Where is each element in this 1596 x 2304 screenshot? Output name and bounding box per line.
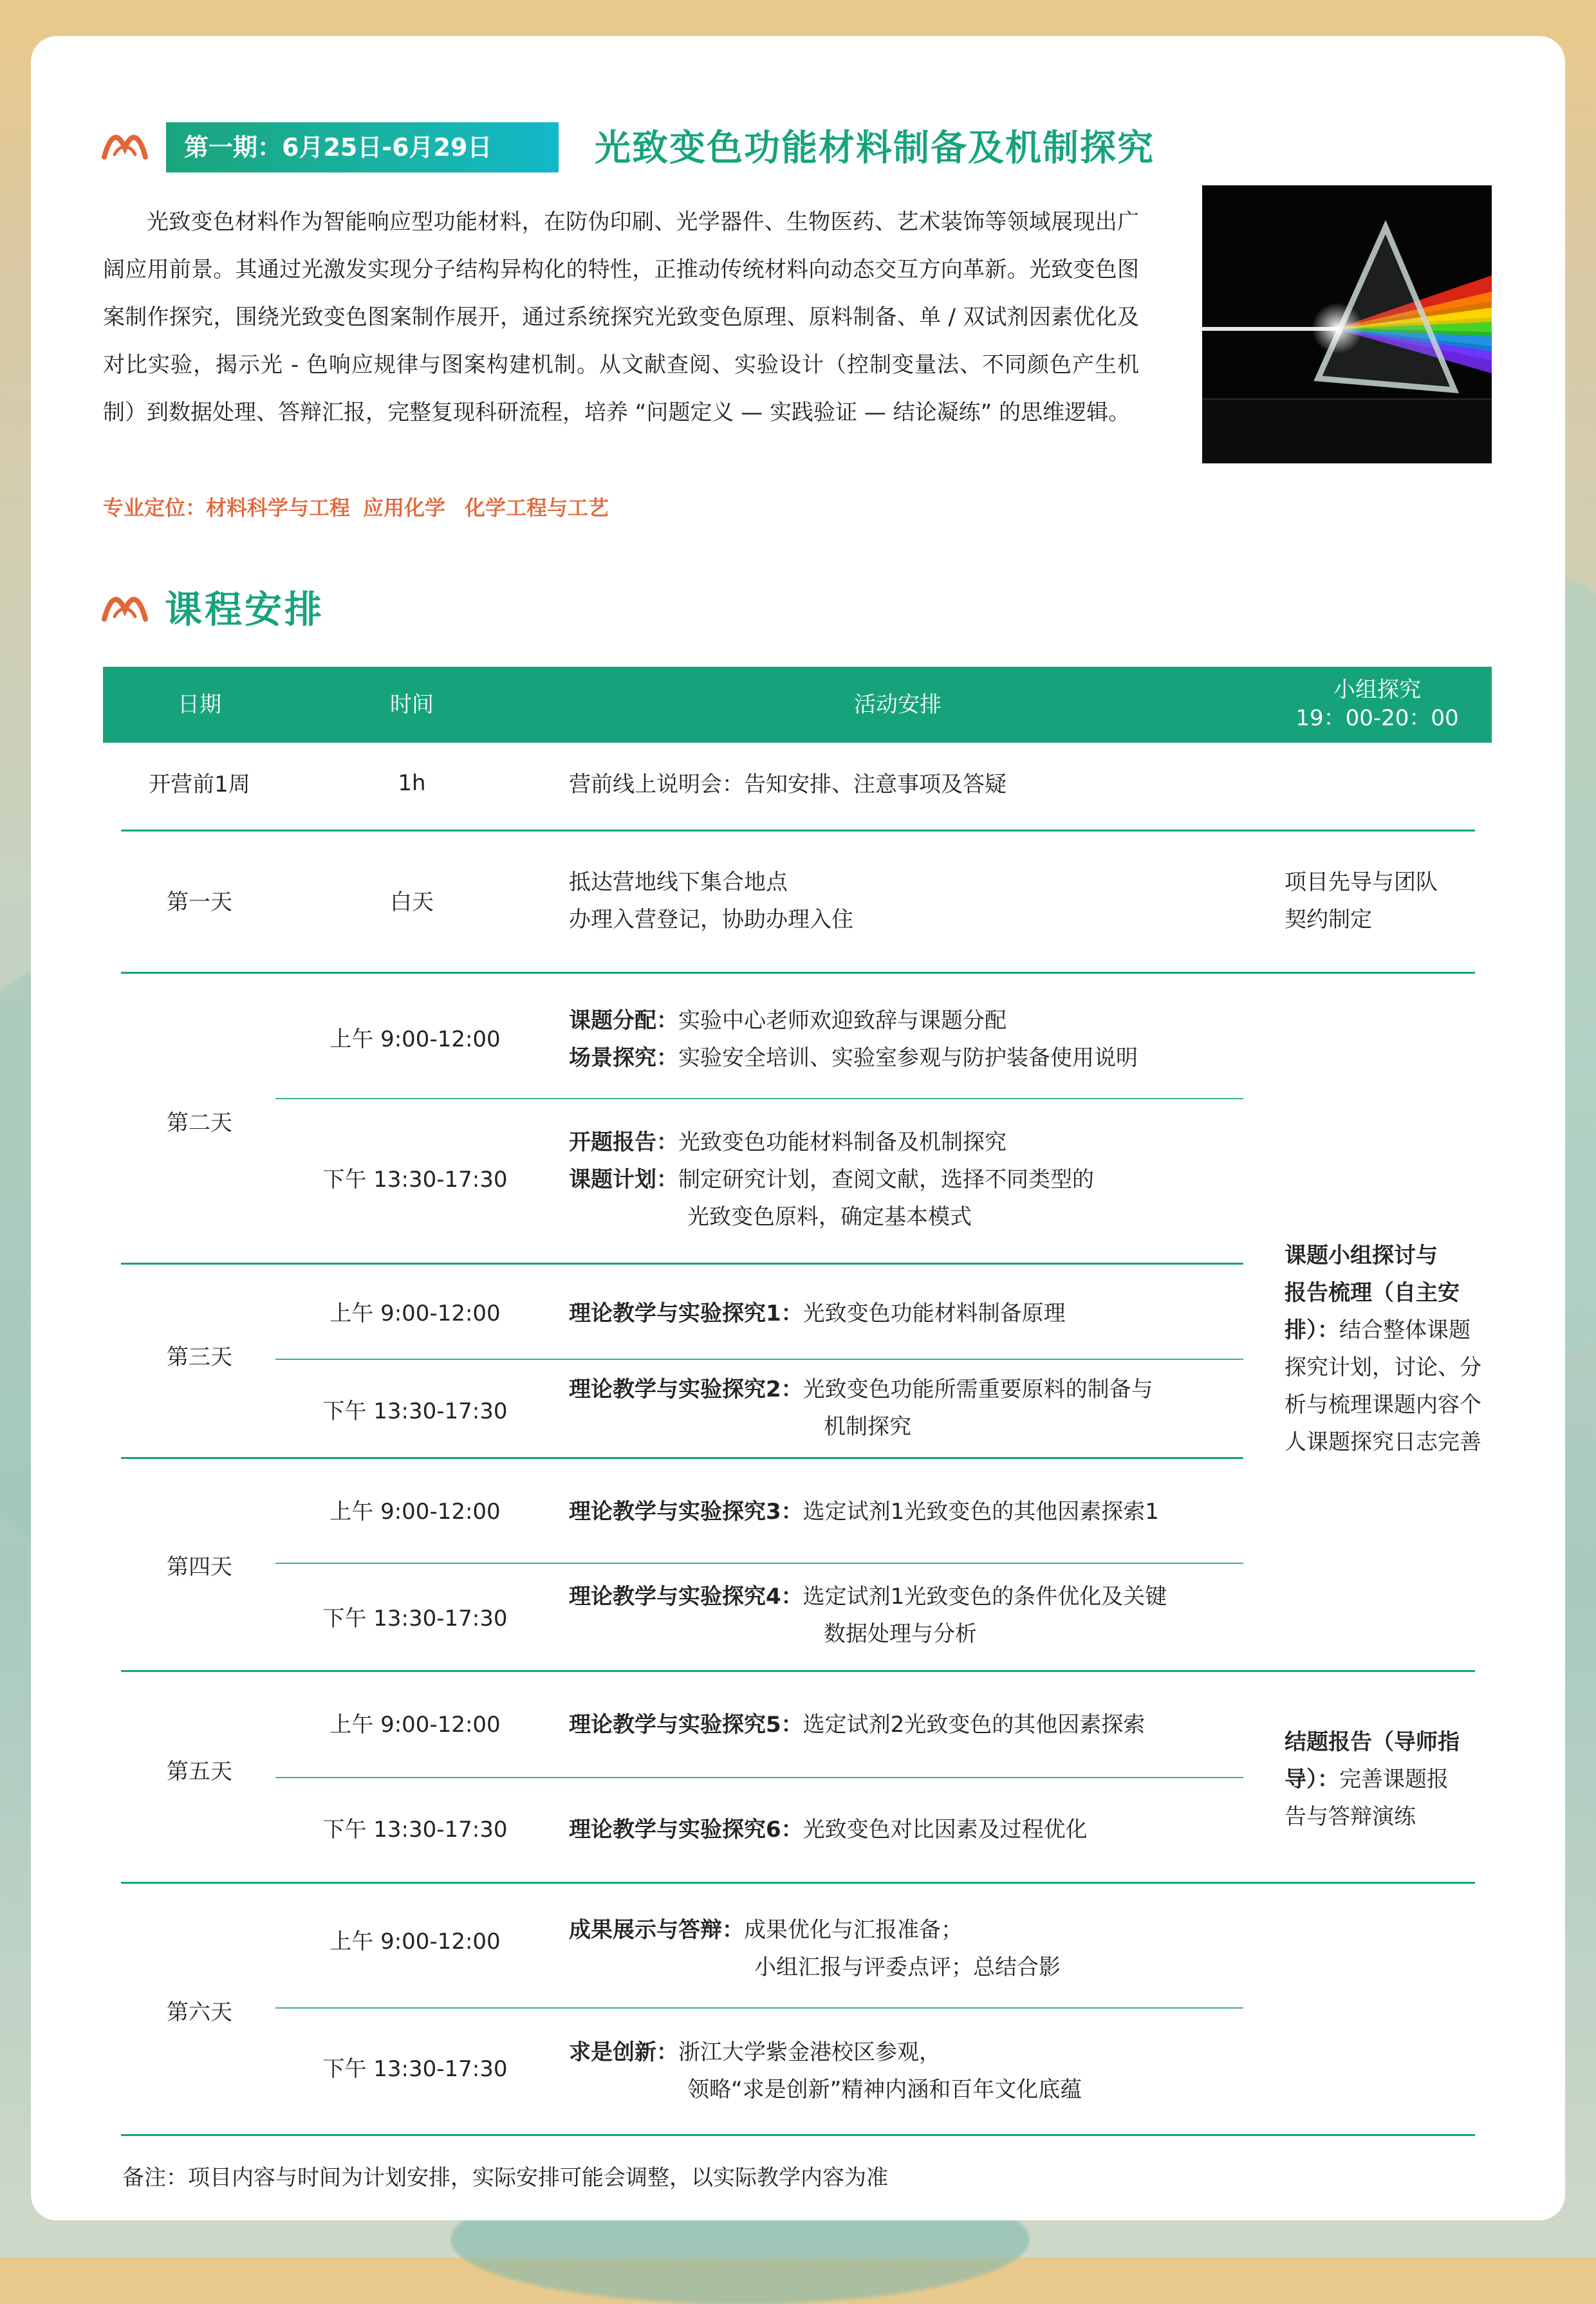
row-divider <box>121 1882 1475 1884</box>
day5-group-2-label: 导）： <box>1285 1767 1339 1792</box>
row-divider <box>121 1457 1243 1459</box>
period-badge: 第一期：6月25日-6月29日 <box>166 122 559 172</box>
day2-pm1-text: 光致变色功能材料制备及机制探究 <box>678 1129 1007 1155</box>
header-group <box>1281 676 1474 732</box>
day4-am-time: 上午 9:00-12:00 <box>329 1499 501 1525</box>
day3-am-line <box>569 1295 1066 1332</box>
prism-photo <box>1202 185 1492 463</box>
pre-date: 开营前1周 <box>149 772 250 797</box>
day1-line2: 办理入营登记，协助办理入住 <box>569 907 853 933</box>
day2-am-line1 <box>569 1002 1007 1039</box>
header-group-time: 19：00-20：00 <box>1295 705 1459 731</box>
day2-pm-time: 下午 13:30-17:30 <box>322 1167 508 1193</box>
day4-pm-line1 <box>569 1578 1167 1615</box>
day6-pm-text: 浙江大学紫金港校区参观， <box>678 2039 941 2065</box>
row-divider <box>121 1670 1475 1672</box>
group-mid-3-text: 结合整体课题 <box>1339 1317 1471 1343</box>
page-title: 光致变色功能材料制备及机制探究 <box>595 127 1155 169</box>
day2-pm-line1 <box>569 1124 1007 1161</box>
day5-pm-line <box>569 1811 1088 1848</box>
day5-pm-label: 理论教学与实验探究6： <box>569 1817 803 1843</box>
day1-time: 白天 <box>390 889 434 915</box>
sub-divider <box>275 1098 1243 1099</box>
day2-date: 第二天 <box>167 1110 232 1136</box>
brand-logo-icon <box>102 129 148 161</box>
table-header <box>103 667 1492 743</box>
day3-pm-time: 下午 13:30-17:30 <box>322 1398 508 1424</box>
row-divider <box>121 2134 1475 2136</box>
day2-pm1-label: 开题报告： <box>569 1129 678 1155</box>
day3-am-label: 理论教学与实验探究1： <box>569 1301 803 1326</box>
header-date: 日期 <box>178 692 221 718</box>
day2-pm-line3: 光致变色原料，确定基本模式 <box>687 1204 972 1230</box>
day2-am-time: 上午 9:00-12:00 <box>329 1027 501 1052</box>
day2-am1-text: 实验中心老师欢迎致辞与课题分配 <box>678 1008 1007 1034</box>
day6-am-text: 成果优化与汇报准备； <box>744 1917 963 1943</box>
day2-am-line2 <box>569 1039 1138 1077</box>
day1-group-2: 契约制定 <box>1285 907 1372 933</box>
day5-am-time: 上午 9:00-12:00 <box>329 1712 501 1738</box>
day1-line1: 抵达营地线下集合地点 <box>569 869 788 895</box>
day3-am-time: 上午 9:00-12:00 <box>329 1301 501 1326</box>
day3-pm-line2: 机制探究 <box>824 1414 911 1440</box>
day5-group-2 <box>1285 1761 1449 1798</box>
row-divider <box>121 830 1475 831</box>
day6-pm-line1 <box>569 2034 941 2071</box>
sub-divider <box>275 1777 1243 1778</box>
day2-am2-text: 实验安全培训、实验室参观与防护装备使用说明 <box>678 1045 1138 1071</box>
section-title: 课程安排 <box>165 588 325 631</box>
day3-am-text: 光致变色功能材料制备原理 <box>803 1301 1066 1326</box>
sub-divider <box>275 1563 1243 1564</box>
day6-am-time: 上午 9:00-12:00 <box>329 1929 501 1955</box>
day4-pm-text: 选定试剂1光致变色的条件优化及关键 <box>803 1584 1167 1610</box>
day6-pm-label: 求是创新： <box>569 2039 678 2065</box>
day2-am2-label: 场景探究： <box>569 1045 678 1071</box>
day3-pm-text: 光致变色功能所需重要原料的制备与 <box>803 1377 1153 1402</box>
day5-am-text: 选定试剂2光致变色的其他因素探索 <box>803 1712 1146 1738</box>
day5-group-3: 告与答辩演练 <box>1285 1804 1416 1830</box>
day4-pm-time: 下午 13:30-17:30 <box>322 1606 508 1631</box>
group-mid-1: 课题小组探讨与 <box>1285 1243 1438 1268</box>
row-divider <box>121 972 1475 974</box>
pre-activity: 营前线上说明会：告知安排、注意事项及答疑 <box>569 772 1007 797</box>
day4-am-text: 选定试剂1光致变色的其他因素探索1 <box>803 1499 1159 1525</box>
day4-pm-line2: 数据处理与分析 <box>824 1621 977 1647</box>
intro-paragraph: 光致变色材料作为智能响应型功能材料，在防伪印刷、光学器件、生物医药、艺术装饰等领域展现出广阔应用前景。其通过光激发实现分子结构异构化的特性，正推动传统材料向动态交互方向革新。光致变色图案制作探究，围绕光致变色图案制作展开，通过系统探究光致变色原理、原料制备、单 / 双试剂因素优化及对比实验，揭示光 - 色响应规律与图案构建机制。从文献查阅、实验设计（控制变量法、不同颜色产生机制）到数据处理、答辩汇报，完整复现科研流程，培养 “问题定义 — 实践验证 — 结论凝练” 的思维逻辑。 <box>103 209 1139 425</box>
day2-pm-line2 <box>569 1161 1094 1198</box>
group-mid-3-label: 排）： <box>1285 1317 1339 1343</box>
header-activity: 活动安排 <box>854 692 942 718</box>
day4-am-line <box>569 1493 1159 1530</box>
group-mid-5: 析与梳理课题内容个 <box>1285 1392 1481 1418</box>
row-divider <box>121 1263 1243 1265</box>
sub-divider <box>275 2007 1243 2009</box>
day6-pm-time: 下午 13:30-17:30 <box>322 2056 508 2082</box>
brand-logo-icon <box>102 591 148 623</box>
day5-group-2-text: 完善课题报 <box>1339 1767 1449 1792</box>
majors-line <box>103 492 622 521</box>
major-item: 应用化学 <box>363 496 446 520</box>
day4-pm-label: 理论教学与实验探究4： <box>569 1584 803 1610</box>
header-time: 时间 <box>390 692 434 718</box>
group-mid-2: 报告梳理（自主安 <box>1285 1280 1460 1306</box>
majors-label: 专业定位： <box>103 496 207 520</box>
day5-group-1: 结题报告（导师指 <box>1285 1729 1460 1755</box>
day2-pm2-label: 课题计划： <box>569 1167 678 1193</box>
day4-am-label: 理论教学与实验探究3： <box>569 1499 803 1525</box>
day1-group-1: 项目先导与团队 <box>1285 869 1438 895</box>
day5-date: 第五天 <box>167 1759 232 1785</box>
pre-time: 1h <box>398 770 426 796</box>
day5-am-label: 理论教学与实验探究5： <box>569 1712 803 1738</box>
day2-am1-label: 课题分配： <box>569 1008 678 1034</box>
day3-pm-label: 理论教学与实验探究2： <box>569 1377 803 1402</box>
day6-date: 第六天 <box>167 2000 232 2025</box>
major-item: 化学工程与工艺 <box>465 496 609 520</box>
day5-pm-time: 下午 13:30-17:30 <box>322 1817 508 1843</box>
day6-am-line2: 小组汇报与评委点评；总结合影 <box>754 1955 1061 1980</box>
day3-date: 第三天 <box>167 1344 232 1370</box>
major-item: 材料科学与工程 <box>206 496 351 520</box>
day6-pm-line2: 领略“求是创新”精神内涵和百年文化底蕴 <box>687 2077 1082 2103</box>
group-mid-4: 探究计划，讨论、分 <box>1285 1355 1481 1380</box>
group-mid-6: 人课题探究日志完善 <box>1285 1429 1481 1455</box>
day4-date: 第四天 <box>167 1554 232 1580</box>
header-group-title: 小组探究 <box>1333 677 1421 703</box>
day3-pm-line1 <box>569 1371 1153 1408</box>
day6-am-label: 成果展示与答辩： <box>569 1917 744 1943</box>
day6-am-line1 <box>569 1911 963 1949</box>
day5-am-line <box>569 1706 1145 1743</box>
group-mid-3 <box>1285 1312 1471 1349</box>
day5-pm-text: 光致变色对比因素及过程优化 <box>803 1817 1088 1843</box>
sub-divider <box>275 1359 1243 1360</box>
footnote: 备注：项目内容与时间为计划安排，实际安排可能会调整，以实际教学内容为准 <box>122 2165 888 2191</box>
day2-pm2-text: 制定研究计划，查阅文献，选择不同类型的 <box>678 1167 1094 1193</box>
day1-date: 第一天 <box>167 889 232 915</box>
